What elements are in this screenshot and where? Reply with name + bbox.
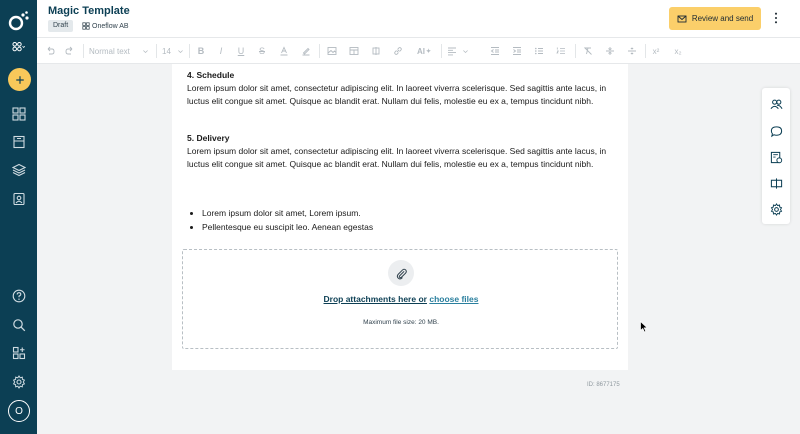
horizontal-rule-icon[interactable] xyxy=(625,44,639,58)
numbered-list-icon[interactable] xyxy=(554,44,568,58)
columns-icon[interactable] xyxy=(369,44,383,58)
document-settings-icon[interactable] xyxy=(762,197,790,221)
status-badge: Draft xyxy=(48,20,73,32)
font-size-value: 14 xyxy=(162,46,171,56)
section-heading: 5. Delivery xyxy=(187,133,230,143)
chevron-down-icon xyxy=(462,48,469,55)
review-and-send-button[interactable] xyxy=(669,7,761,30)
chevron-down-icon xyxy=(142,48,149,55)
comments-icon[interactable] xyxy=(762,119,790,143)
choose-files-link[interactable]: choose files xyxy=(429,294,479,304)
section-body: Lorem ipsum dolor sit amet, consectetur adipiscing elit. In laoreet viverra scelerisque. Sed sagittis ante lacus, in luctus elit congue sit amet. Quisque ac blandit erat. Nullam dui felis, molestie eu ex a, tempus tincidunt nibh. xyxy=(187,83,607,106)
workspace-icon xyxy=(82,22,90,30)
strikethrough-icon[interactable]: S xyxy=(258,46,265,56)
templates-icon[interactable] xyxy=(0,156,37,184)
editor-toolbar xyxy=(37,37,800,64)
contacts-icon[interactable] xyxy=(0,185,37,213)
indent-icon[interactable] xyxy=(510,44,524,58)
bullet-list-icon[interactable] xyxy=(532,44,546,58)
oneflow-logo-icon[interactable] xyxy=(0,6,37,36)
search-icon[interactable] xyxy=(0,311,37,339)
review-and-send-label: Review and send xyxy=(691,14,754,23)
marketplace-icon[interactable] xyxy=(0,339,37,367)
more-options-icon[interactable] xyxy=(769,8,783,28)
ai-assist-button[interactable]: AI ✦ xyxy=(416,46,432,56)
ai-label: AI xyxy=(416,46,425,56)
create-new-button[interactable] xyxy=(8,68,31,91)
underline-icon[interactable]: U xyxy=(237,46,245,56)
highlight-icon[interactable] xyxy=(299,44,313,58)
subscript-icon[interactable]: x₂ xyxy=(674,46,682,56)
image-icon[interactable] xyxy=(325,44,339,58)
organization-label xyxy=(82,20,129,32)
table-icon[interactable] xyxy=(347,44,361,58)
user-avatar[interactable]: O xyxy=(8,400,30,422)
section-schedule[interactable] xyxy=(187,69,617,108)
clear-formatting-icon[interactable] xyxy=(581,44,595,58)
text-style-value: Normal text xyxy=(89,46,130,56)
workspace-switcher-icon[interactable] xyxy=(0,33,37,61)
document-page[interactable] xyxy=(172,64,628,370)
help-icon[interactable] xyxy=(0,282,37,310)
redo-icon[interactable] xyxy=(63,44,77,58)
envelope-icon xyxy=(677,14,687,24)
document-details-icon[interactable] xyxy=(762,145,790,169)
font-size-select[interactable] xyxy=(162,44,184,58)
paperclip-icon xyxy=(388,260,414,286)
list-item: • Lorem ipsum dolor sit amet, Lorem ipsum. xyxy=(202,207,373,221)
document-id: ID: 8677175 xyxy=(587,382,620,388)
organization-name: Oneflow AB xyxy=(92,22,129,30)
section-body: Lorem ipsum dolor sit amet, consectetur adipiscing elit. In laoreet viverra scelerisque. Sed sagittis ante lacus, in luctus elit congue sit amet. Quisque ac blandit erat. Nullam dui felis, molestie eu ex a, tempus tincidunt nibh. xyxy=(187,146,607,169)
settings-icon[interactable] xyxy=(0,368,37,396)
attachment-dropzone[interactable] xyxy=(182,249,618,349)
section-heading: 4. Schedule xyxy=(187,70,235,80)
page-break-icon[interactable] xyxy=(603,44,617,58)
bold-icon[interactable]: B xyxy=(197,46,205,56)
max-file-size-note: Maximum file size: 20 MB. xyxy=(363,319,439,326)
undo-icon[interactable] xyxy=(43,44,57,58)
bullet-list[interactable] xyxy=(202,207,373,234)
outdent-icon[interactable] xyxy=(488,44,502,58)
sections-icon[interactable] xyxy=(762,171,790,195)
align-select[interactable] xyxy=(447,44,469,58)
drop-attachments-text xyxy=(183,294,619,304)
right-side-panel xyxy=(762,88,790,224)
chevron-down-icon xyxy=(177,48,184,55)
text-color-icon[interactable] xyxy=(277,44,291,58)
mouse-cursor-icon xyxy=(640,320,648,332)
document-title[interactable]: Magic Template xyxy=(48,5,130,17)
dashboard-icon[interactable] xyxy=(0,100,37,128)
section-delivery[interactable] xyxy=(187,132,617,171)
document-header xyxy=(37,0,800,37)
align-left-icon xyxy=(447,46,457,56)
link-icon[interactable] xyxy=(391,44,405,58)
italic-icon[interactable]: I xyxy=(219,46,223,56)
list-item: • Pellentesque eu suscipit leo. Aenean egestas xyxy=(202,221,373,235)
documents-icon[interactable] xyxy=(0,128,37,156)
text-style-select[interactable] xyxy=(89,44,149,58)
left-nav xyxy=(0,0,37,434)
superscript-icon[interactable]: x² xyxy=(652,46,660,56)
drop-attachments-label: Drop attachments here or xyxy=(323,294,427,304)
participants-icon[interactable] xyxy=(762,92,790,116)
